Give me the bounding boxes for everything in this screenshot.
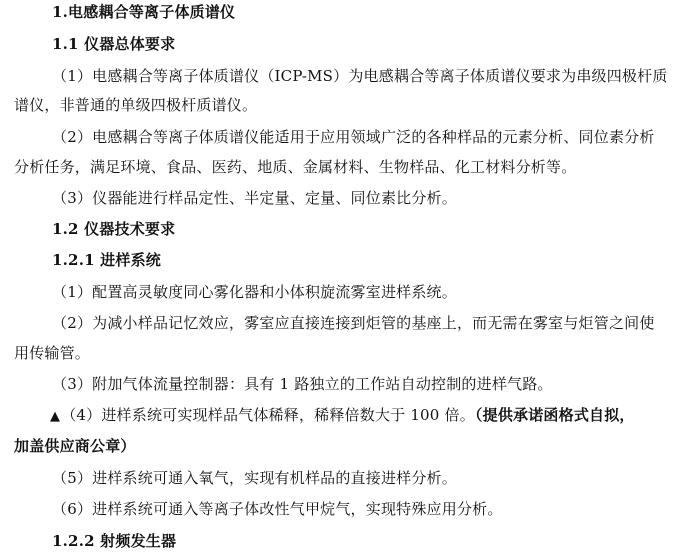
paragraph-1-2-1-6: （6）进样系统可通入等离子体改性气甲烷气，实现特殊应用分析。 <box>52 500 503 518</box>
paragraph-1-2-1-1: （1）配置高灵敏度同心雾化器和小体积旋流雾室进样系统。 <box>52 283 457 301</box>
paragraph-1-2-1-5: （5）进样系统可通入氧气，实现有机样品的直接进样分析。 <box>52 469 457 487</box>
paragraph-1-1-1-line2: 谱仪，非普通的单级四极杆质谱仪。 <box>14 96 258 114</box>
section-heading-1-1: 1.1 仪器总体要求 <box>52 35 176 53</box>
paragraph-1-2-1-4-text: （4）进样系统可实现样品气体稀释，稀释倍数大于 100 倍。 <box>61 406 475 424</box>
paragraph-1-2-1-2-line1: （2）为减小样品记忆效应，雾室应直接连接到炬管的基座上，而无需在雾室与炬管之间使 <box>52 314 655 332</box>
paragraph-1-2-1-3: （3）附加气体流量控制器：具有 1 路独立的工作站自动控制的进样气路。 <box>52 375 553 393</box>
triangle-marker-icon: ▲ <box>50 409 61 424</box>
paragraph-1-1-2-line2: 分析任务，满足环境、食品、医药、地质、金属材料、生物样品、化工材料分析等。 <box>14 158 577 176</box>
paragraph-1-2-1-4-bold-note: （提供承诺函格式自拟， <box>474 406 635 424</box>
section-heading-1-2-1: 1.2.1 进样系统 <box>52 251 161 269</box>
section-heading-1-2: 1.2 仪器技术要求 <box>52 220 176 238</box>
paragraph-1-1-2-line1: （2）电感耦合等离子体质谱仪能适用于应用领域广泛的各种样品的元素分析、同位素分析 <box>52 128 655 146</box>
section-heading-1-2-2: 1.2.2 射频发生器 <box>52 532 177 550</box>
paragraph-1-1-1-line1: （1）电感耦合等离子体质谱仪（ICP-MS）为电感耦合等离子体质谱仪要求为串级四极杆质 <box>52 67 668 85</box>
paragraph-1-2-1-2-line2: 用传输管。 <box>14 344 91 362</box>
section-heading-1: 1.电感耦合等离子体质谱仪 <box>52 3 236 21</box>
paragraph-1-1-3: （3）仪器能进行样品定性、半定量、定量、同位素比分析。 <box>52 189 457 207</box>
paragraph-1-2-1-4-line1 <box>50 405 668 427</box>
paragraph-1-2-1-4-line2: 加盖供应商公章） <box>14 437 136 455</box>
